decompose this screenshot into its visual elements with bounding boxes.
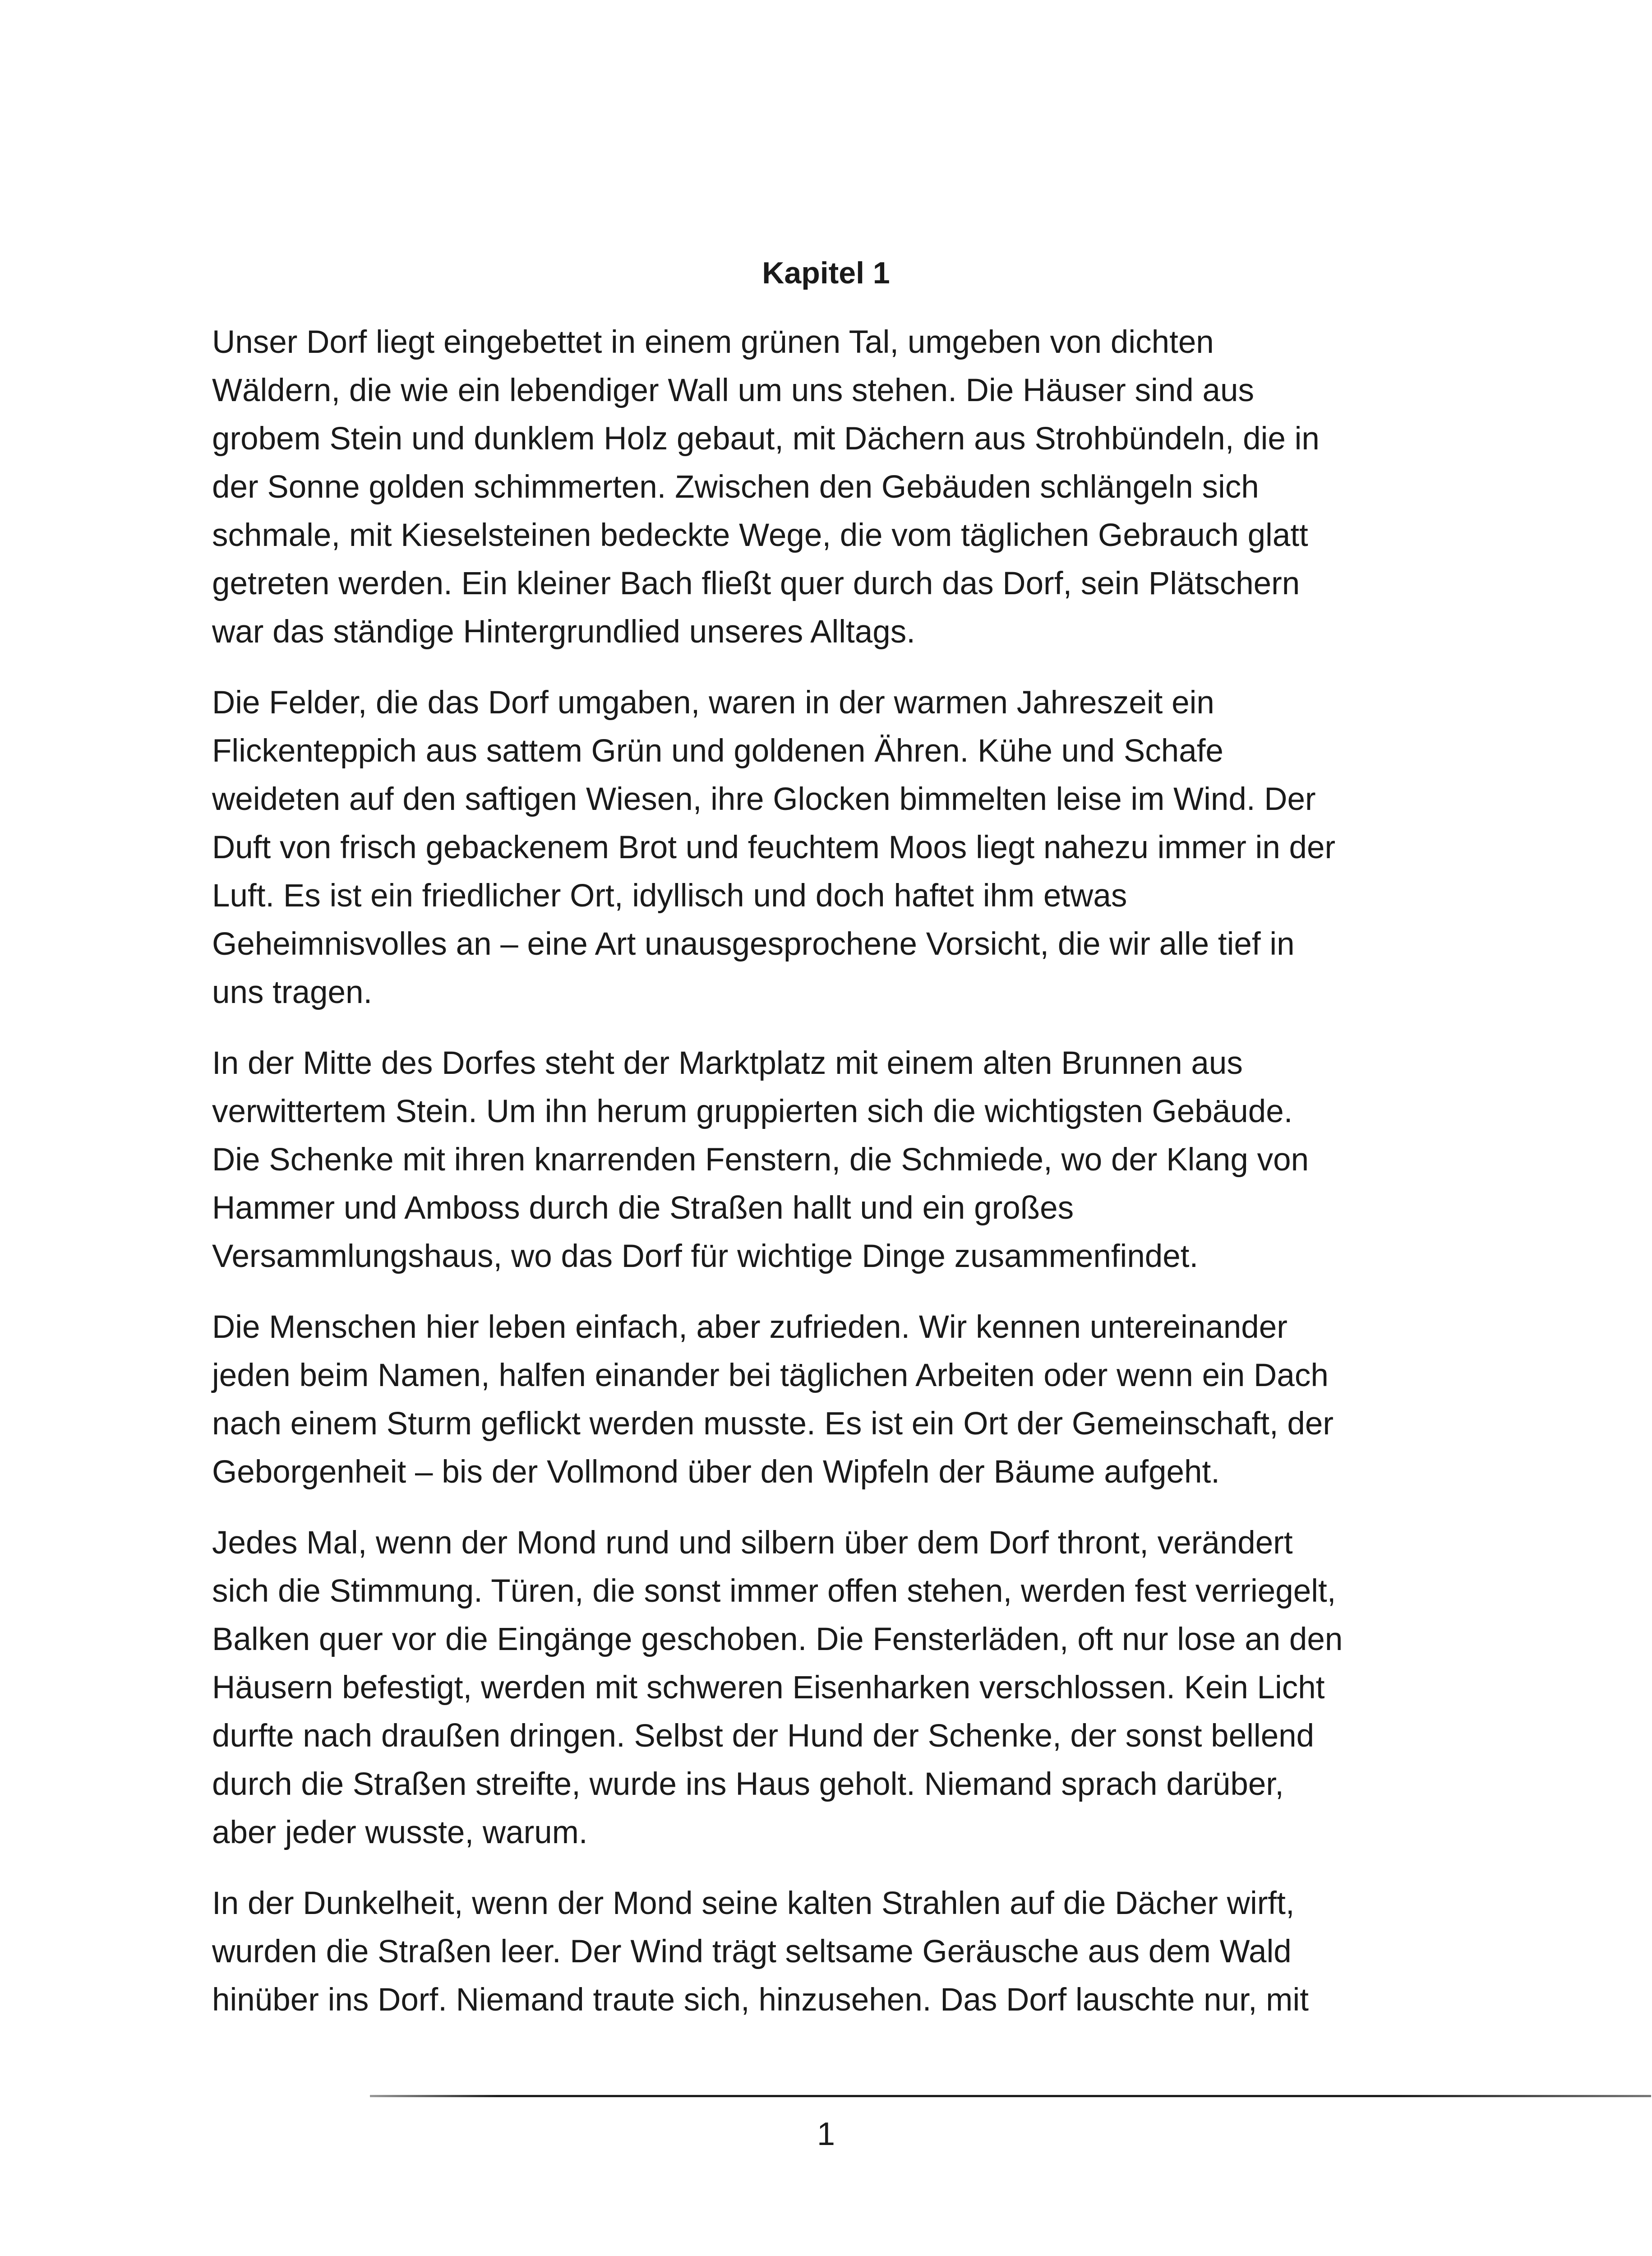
text-line: Geheimnisvolles an – eine Art unausgesprochene Vorsicht, die wir alle tief in <box>212 926 1295 962</box>
paragraph <box>212 679 1457 1017</box>
text-line: Luft. Es ist ein friedlicher Ort, idyllisch und doch haftet ihm etwas <box>212 878 1127 914</box>
text-line: In der Mitte des Dorfes steht der Marktplatz mit einem alten Brunnen aus <box>212 1045 1243 1081</box>
text-line: Flickenteppich aus sattem Grün und goldenen Ähren. Kühe und Schafe <box>212 733 1223 769</box>
text-line: der Sonne golden schimmerten. Zwischen den Gebäuden schlängeln sich <box>212 469 1259 505</box>
text-line: schmale, mit Kieselsteinen bedeckte Wege, die vom täglichen Gebrauch glatt <box>212 518 1308 553</box>
text-line: Versammlungshaus, wo das Dorf für wichtige Dinge zusammenfindet. <box>212 1239 1199 1274</box>
text-line: nach einem Sturm geflickt werden musste. Es ist ein Ort der Gemeinschaft, der <box>212 1406 1334 1442</box>
text-line: durch die Straßen streifte, wurde ins Haus geholt. Niemand sprach darüber, <box>212 1766 1284 1802</box>
body-text <box>212 318 1457 2047</box>
text-line: In der Dunkelheit, wenn der Mond seine kalten Strahlen auf die Dächer wirft, <box>212 1886 1295 1921</box>
text-line: verwittertem Stein. Um ihn herum gruppierten sich die wichtigsten Gebäude. <box>212 1094 1293 1129</box>
paragraph <box>212 1519 1457 1857</box>
text-line: getreten werden. Ein kleiner Bach fließt quer durch das Dorf, sein Plätschern <box>212 566 1300 601</box>
paragraph <box>212 318 1457 656</box>
text-line: Jedes Mal, wenn der Mond rund und silbern über dem Dorf thront, verändert <box>212 1525 1293 1561</box>
text-line: war das ständige Hintergrundlied unseres Alltags. <box>212 614 915 650</box>
chapter-title: Kapitel 1 <box>762 256 890 290</box>
text-line: Die Menschen hier leben einfach, aber zufrieden. Wir kennen untereinander <box>212 1309 1287 1345</box>
text-line: Die Felder, die das Dorf umgaben, waren in der warmen Jahreszeit ein <box>212 685 1214 721</box>
page-number: 1 <box>817 2116 835 2152</box>
text-line: uns tragen. <box>212 975 373 1010</box>
text-line: weideten auf den saftigen Wiesen, ihre Glocken bimmelten leise im Wind. Der <box>212 781 1316 817</box>
text-line: wurden die Straßen leer. Der Wind trägt seltsame Geräusche aus dem Wald <box>212 1934 1292 1969</box>
text-line: grobem Stein und dunklem Holz gebaut, mit Dächern aus Strohbündeln, die in <box>212 421 1320 457</box>
text-line: hinüber ins Dorf. Niemand traute sich, hinzusehen. Das Dorf lauschte nur, mit <box>212 1982 1309 2018</box>
text-line: durfte nach draußen dringen. Selbst der Hund der Schenke, der sonst bellend <box>212 1718 1315 1754</box>
text-line: sich die Stimmung. Türen, die sonst immer offen stehen, werden fest verriegelt, <box>212 1573 1336 1609</box>
paragraph <box>212 1879 1457 2024</box>
text-line: jeden beim Namen, halfen einander bei täglichen Arbeiten oder wenn ein Dach <box>212 1358 1329 1393</box>
text-line: Balken quer vor die Eingänge geschoben. Die Fensterläden, oft nur lose an den <box>212 1622 1343 1657</box>
text-line: aber jeder wusste, warum. <box>212 1815 588 1850</box>
text-line: Wäldern, die wie ein lebendiger Wall um uns stehen. Die Häuser sind aus <box>212 373 1254 408</box>
footer-divider <box>370 2095 1651 2097</box>
paragraph <box>212 1303 1457 1496</box>
text-line: Häusern befestigt, werden mit schweren Eisenharken verschlossen. Kein Licht <box>212 1670 1325 1706</box>
text-line: Hammer und Amboss durch die Straßen hallt und ein großes <box>212 1190 1074 1226</box>
paragraph <box>212 1039 1457 1281</box>
text-line: Unser Dorf liegt eingebettet in einem grünen Tal, umgeben von dichten <box>212 324 1214 360</box>
text-line: Geborgenheit – bis der Vollmond über den Wipfeln der Bäume aufgeht. <box>212 1454 1220 1490</box>
text-line: Die Schenke mit ihren knarrenden Fenstern, die Schmiede, wo der Klang von <box>212 1142 1309 1178</box>
text-line: Duft von frisch gebackenem Brot und feuchtem Moos liegt nahezu immer in der <box>212 830 1336 865</box>
